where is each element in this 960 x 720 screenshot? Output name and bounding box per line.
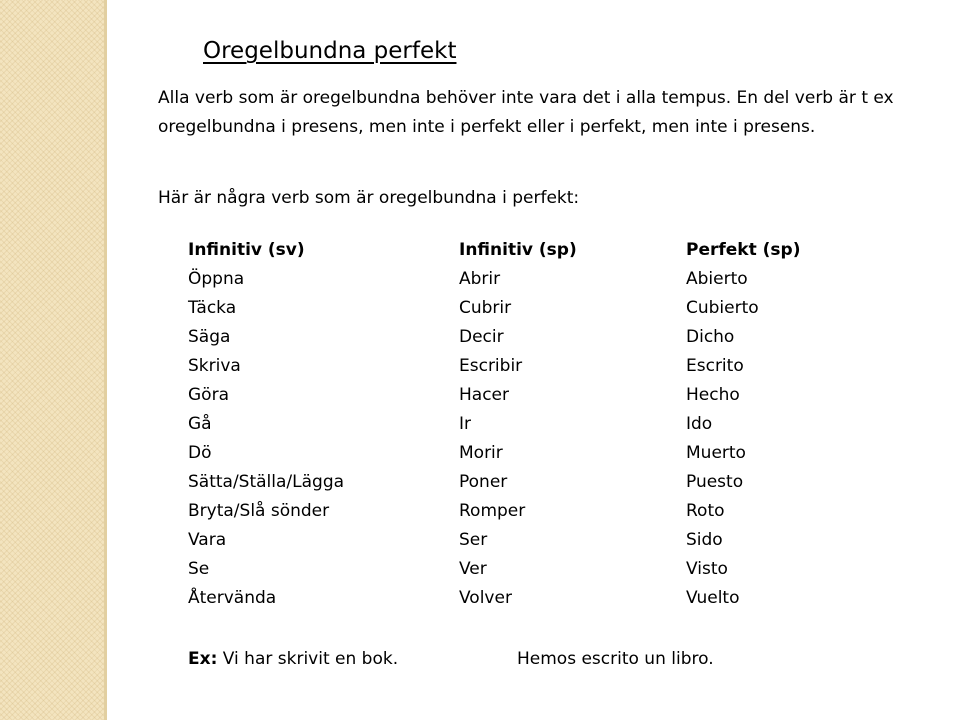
verb-infinitive-sv: Göra xyxy=(188,385,229,405)
verb-infinitive-sv: Vara xyxy=(188,530,227,550)
verb-infinitive-sp: Romper xyxy=(459,501,526,521)
verb-perfect-sp: Sido xyxy=(686,530,723,550)
verb-perfect-sp: Roto xyxy=(686,501,725,521)
verb-perfect-sp: Escrito xyxy=(686,356,744,376)
verb-infinitive-sv: Återvända xyxy=(188,588,277,608)
verb-perfect-sp: Hecho xyxy=(686,385,740,405)
example-sv xyxy=(188,645,398,674)
verb-perfect-sp: Abierto xyxy=(686,269,748,289)
verb-infinitive-sv: Öppna xyxy=(188,269,245,289)
verb-infinitive-sv: Täcka xyxy=(188,298,237,318)
verb-perfect-sp: Muerto xyxy=(686,443,746,463)
verb-infinitive-sv: Gå xyxy=(188,414,212,434)
intro-paragraph xyxy=(158,84,898,142)
example-sentence-sv: Vi har skrivit en bok. xyxy=(222,649,399,669)
verb-infinitive-sp: Ser xyxy=(459,530,488,550)
verb-perfect-sp: Ido xyxy=(686,414,713,434)
verb-infinitive-sv: Dö xyxy=(188,443,212,463)
verb-perfect-sp: Puesto xyxy=(686,472,744,492)
example-label: Ex: xyxy=(188,649,218,669)
verb-infinitive-sp: Escribir xyxy=(459,356,523,376)
verb-infinitive-sp: Ir xyxy=(459,414,472,434)
verb-perfect-sp: Cubierto xyxy=(686,298,759,318)
verb-perfect-sp: Vuelto xyxy=(686,588,740,608)
verb-infinitive-sp: Decir xyxy=(459,327,504,347)
column-infinitive-sv xyxy=(188,236,344,613)
column-perfect-sp xyxy=(686,236,800,613)
header-infinitive-sp: Infinitiv (sp) xyxy=(459,240,577,260)
intro-text: Alla verb som är oregelbundna behöver inte vara det i alla tempus. En del verb är t ex oregelbundna i presens, men inte i perfekt eller i perfekt, men inte i presens. xyxy=(158,88,894,137)
decorative-side-band xyxy=(0,0,104,720)
verb-infinitive-sp: Volver xyxy=(459,588,512,608)
verb-perfect-sp: Visto xyxy=(686,559,728,579)
verb-infinitive-sv: Se xyxy=(188,559,210,579)
verb-perfect-sp: Dicho xyxy=(686,327,735,347)
page-title: Oregelbundna perfekt xyxy=(203,38,457,64)
verb-infinitive-sv: Bryta/Slå sönder xyxy=(188,501,330,521)
verb-infinitive-sp: Abrir xyxy=(459,269,501,289)
example-sentence-sp: Hemos escrito un libro. xyxy=(517,649,714,669)
verb-infinitive-sp: Ver xyxy=(459,559,487,579)
lead-text: Här är några verb som är oregelbundna i perfekt: xyxy=(158,188,580,208)
side-band-edge xyxy=(104,0,107,720)
verb-infinitive-sv: Säga xyxy=(188,327,231,347)
verb-infinitive-sp: Hacer xyxy=(459,385,509,405)
verb-infinitive-sp: Poner xyxy=(459,472,508,492)
verb-infinitive-sv: Skriva xyxy=(188,356,241,376)
verb-infinitive-sp: Cubrir xyxy=(459,298,512,318)
column-infinitive-sp xyxy=(459,236,577,613)
header-infinitive-sv: Infinitiv (sv) xyxy=(188,240,305,260)
verb-infinitive-sp: Morir xyxy=(459,443,503,463)
verb-infinitive-sv: Sätta/Ställa/Lägga xyxy=(188,472,345,492)
header-perfect-sp: Perfekt (sp) xyxy=(686,240,801,260)
